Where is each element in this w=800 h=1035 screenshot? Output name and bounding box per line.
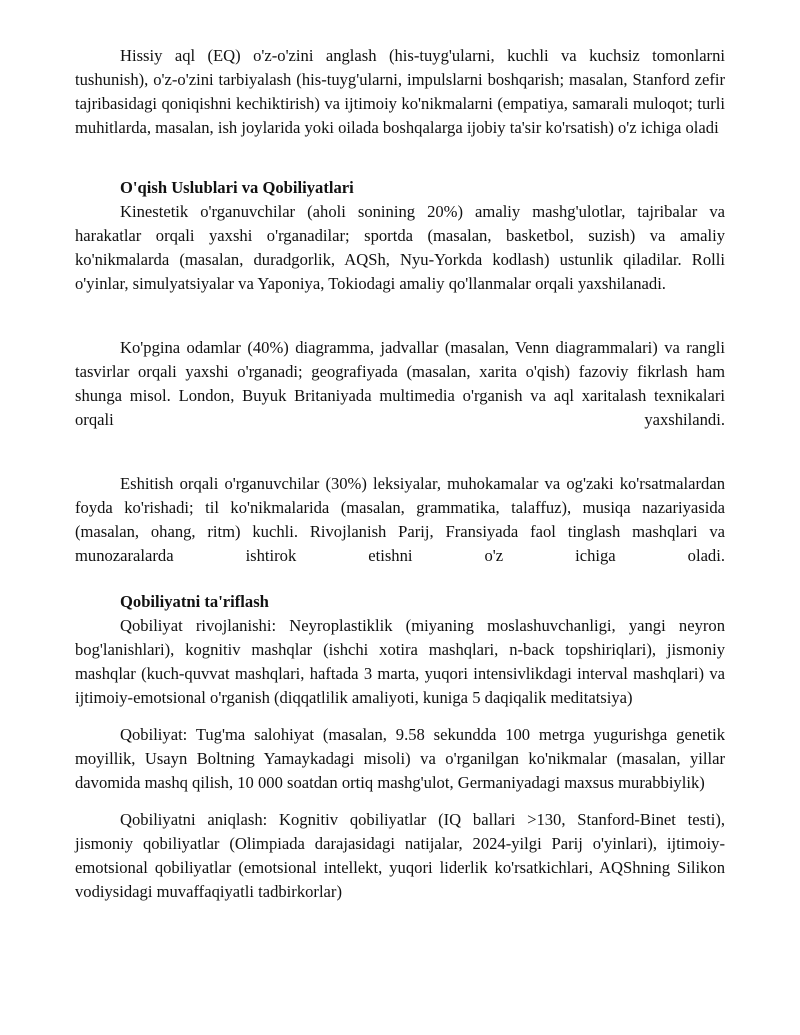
spacer bbox=[75, 432, 725, 472]
paragraph-emotional-intelligence: Hissiy aql (EQ) o'z-o'zini anglash (his-tuyg'ularni, kuchli va kuchsiz tomonlarni tushunish), o'z-o'zini tarbiyalash (his-tuyg'ularni, impulslarni boshqarish; masalan, Stanford zefir tajribasidagi qoniqishni kechiktirish) va ijtimoiy ko'nikmalarni (empatiya, samarali muloqot; turli muhitlarda, masalan, ish joylarida yoki oilada boshqalarga ijobiy ta'sir ko'rsatish) o'z ichiga oladi bbox=[75, 46, 725, 137]
spacer bbox=[75, 140, 725, 176]
spacer bbox=[75, 568, 725, 590]
paragraph-kinesthetic-learners: Kinestetik o'rganuvchilar (aholi sonining 20%) amaliy mashg'ulotlar, tajribalar va harakatlar orqali yaxshi o'rganadilar; sportda (masalan, basketbol, suzish) va amaliy ko'nikmalarda (masalan, duradgorlik, AQSh, Nyu-Yorkda kodlash) ustunlik qiladilar. Rolli o'yinlar, simulyatsiyalar va Yaponiya, Tokiodagi amaliy qo'llanmalar orqali yaxshilanadi. bbox=[75, 202, 725, 293]
paragraph-ability-innate-learned: Qobiliyat: Tug'ma salohiyat (masalan, 9.58 sekundda 100 metrga yugurishga genetik moyillik, Usayn Boltning Yamaykadagi misoli) va o'rganilgan ko'nikmalar (masalan, yillar davomida mashq qilish, 10 000 soatdan ortiq mashg'ulot, Germaniyadagi maxsus murabbiylik) bbox=[75, 725, 725, 792]
spacer bbox=[75, 795, 725, 808]
paragraph-auditory-learners: Eshitish orqali o'rganuvchilar (30%) leksiyalar, muhokamalar va og'zaki ko'rsatmalardan foyda ko'rishadi; til ko'nikmalarida (masalan, grammatika, talaffuz), musiqa nazariyasida (masalan, ohang, ritm) kuchli. Rivojlanish Parij, Fransiyada faol tinglash mashqlari va munozaralarda ishtirok etishni o'z ichiga oladi. bbox=[75, 474, 725, 565]
paragraph-visual-learners: Ko'pgina odamlar (40%) diagramma, jadvallar (masalan, Venn diagrammalari) va rangli tasvirlar orqali yaxshi o'rganadi; geografiyada (masalan, xarita o'qish) fazoviy fikrlash ham shunga misol. London, Buyuk Britaniyada multimedia o'rganish va aql xaritalash texnikalari orqali yaxshilandi. bbox=[75, 338, 725, 429]
section-heading-ability-definition: Qobiliyatni ta'riflash bbox=[120, 592, 269, 611]
spacer bbox=[75, 710, 725, 723]
paragraph-ability-identification: Qobiliyatni aniqlash: Kognitiv qobiliyatlar (IQ ballari >130, Stanford-Binet testi), jismoniy qobiliyatlar (Olimpiada darajasidagi natijalar, 2024-yilgi Parij o'yinlari), ijtimoiy-emotsional qobiliyatlar (emotsional intellekt, yuqori liderlik ko'rsatkichlari, AQShning Silikon vodiysidagi muvaffaqiyatli tadbirkorlar) bbox=[75, 810, 725, 901]
paragraph-ability-development: Qobiliyat rivojlanishi: Neyroplastiklik (miyaning moslashuvchanligi, yangi neyron bog'lanishlari), kognitiv mashqlar (ishchi xotira mashqlari, n-back topshiriqlari), jismoniy mashqlar (kuch-quvvat mashqlari, haftada 3 marta, yuqori intensivlikdagi interval mashqlari) va ijtimoiy-emotsional o'rganish (diqqatlilik amaliyoti, kuniga 5 daqiqalik meditatsiya) bbox=[75, 616, 725, 707]
spacer bbox=[75, 296, 725, 336]
section-heading-learning-styles: O'qish Uslublari va Qobiliyatlari bbox=[120, 178, 354, 197]
